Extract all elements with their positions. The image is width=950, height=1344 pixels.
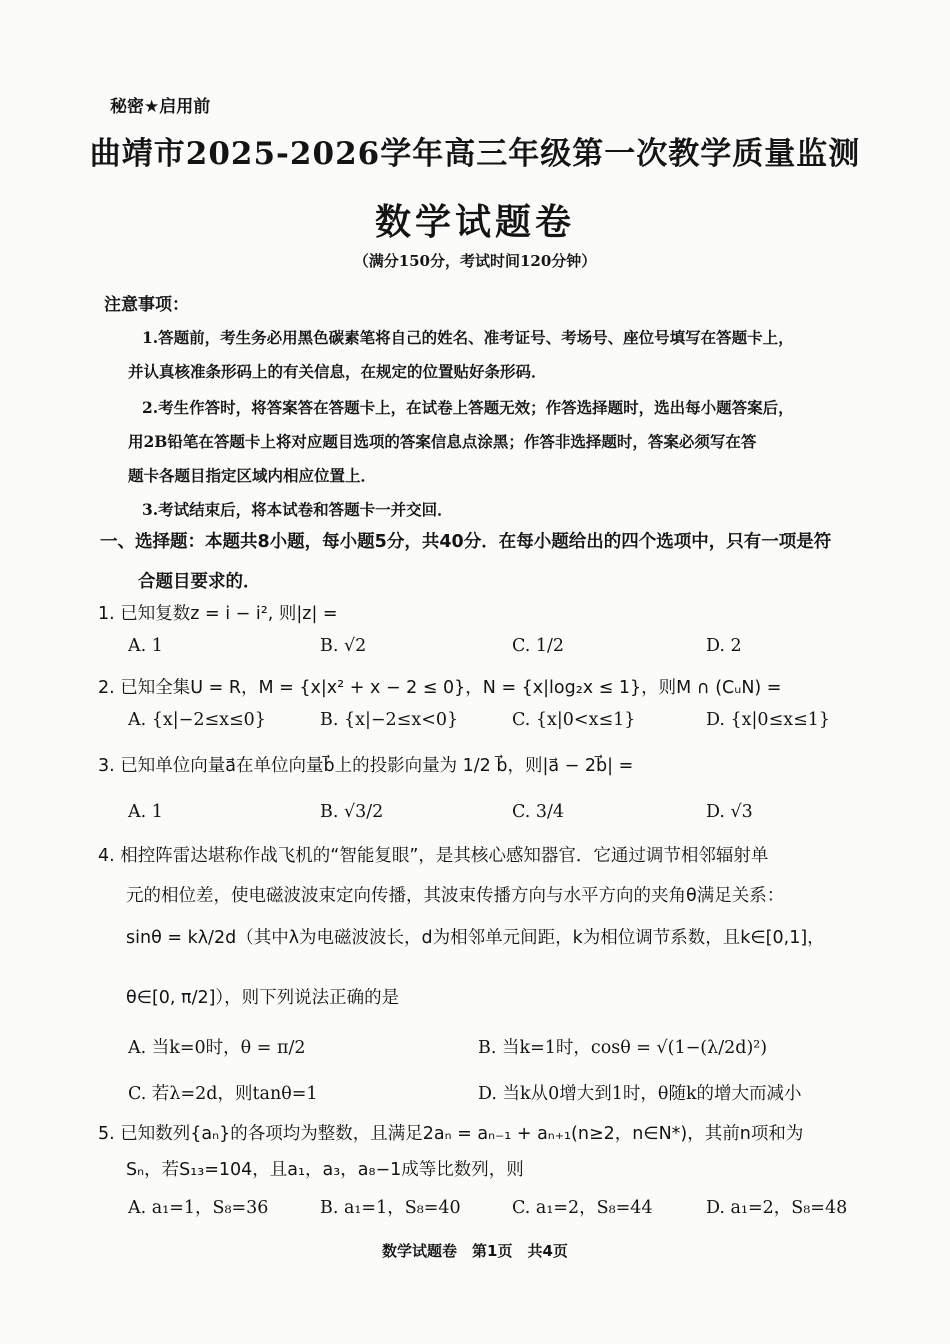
notice-line: 题卡各题目指定区域内相应位置上．	[128, 466, 377, 485]
question-4-option-a: A. 当k=0时，θ = π/2	[128, 1038, 306, 1058]
question-3-option-d: D. √3	[706, 802, 753, 822]
question-3-option-b: B. √3/2	[320, 802, 384, 822]
question-3-option-c: C. 3/4	[512, 802, 565, 822]
question-4-stem-line: θ∈[0, π/2]），则下列说法正确的是	[126, 988, 400, 1008]
exam-info: （满分150分，考试时间120分钟）	[353, 252, 597, 270]
notice-line: 并认真核准条形码上的有关信息，在规定的位置贴好条形码．	[128, 362, 547, 381]
paper-title: 数学试题卷	[374, 201, 575, 243]
question-4-option-c: C. 若λ=2d，则tanθ=1	[128, 1084, 318, 1104]
question-1-option-c: C. 1/2	[512, 636, 565, 656]
question-4-stem-line: 元的相位差，使电磁波波束定向传播，其波束传播方向与水平方向的夹角θ满足关系：	[126, 886, 785, 906]
section-heading: 一、选择题：本题共8小题，每小题5分，共40分．在每小题给出的四个选项中，只有一项是符	[100, 532, 832, 552]
section-heading-cont: 合题目要求的．	[138, 572, 261, 592]
question-5-option-d: D. a₁=2，S₈=48	[706, 1198, 848, 1218]
notice-line: 2.考生作答时，将答案答在答题卡上，在试卷上答题无效；作答选择题时，选出每小题答案后，	[142, 398, 794, 417]
question-5-option-a: A. a₁=1，S₈=36	[128, 1198, 269, 1218]
question-1-option-a: A. 1	[128, 636, 163, 656]
question-1-option-d: D. 2	[706, 636, 742, 656]
question-2-stem: 2. 已知全集U = R，M = {x|x² + x − 2 ≤ 0}，N = {x|log₂x ≤ 1}，则M ∩ (CᵤN) =	[98, 678, 782, 698]
confidential-label: 秘密★启用前	[110, 97, 211, 117]
question-3-option-a: A. 1	[128, 802, 163, 822]
page-footer: 数学试题卷 第1页 共4页	[382, 1242, 568, 1260]
question-4-stem-line: 4. 相控阵雷达堪称作战飞机的“智能复眼”，是其核心感知器官．它通过调节相邻辐射单	[98, 846, 769, 866]
question-5-stem-line: 5. 已知数列{aₙ}的各项均为整数，且满足2aₙ = aₙ₋₁ + aₙ₊₁(n≥2，n∈N*)，其前n项和为	[98, 1124, 804, 1144]
question-3-stem: 3. 已知单位向量a⃗在单位向量b⃗上的投影向量为 1/2 b⃗，则|a⃗ − 2b⃗| =	[98, 756, 634, 776]
question-4-option-d: D. 当k从0增大到1时，θ随k的增大而减小	[478, 1084, 802, 1104]
question-2-option-d: D. {x|0≤x≤1}	[706, 710, 831, 730]
notice-line: 3.考试结束后，将本试卷和答题卡一并交回．	[142, 500, 453, 519]
notice-heading: 注意事项：	[104, 295, 189, 315]
question-5-stem-line: Sₙ，若S₁₃=104，且a₁，a₃，a₈−1成等比数列，则	[126, 1160, 524, 1180]
question-2-option-b: B. {x|−2≤x<0}	[320, 710, 459, 730]
notice-line: 1.答题前，考生务必用黑色碳素笔将自己的姓名、准考证号、考场号、座位号填写在答题卡上，	[142, 328, 794, 347]
question-2-option-a: A. {x|−2≤x≤0}	[128, 710, 266, 730]
question-5-option-c: C. a₁=2，S₈=44	[512, 1198, 653, 1218]
notice-line: 用2B铅笔在答题卡上将对应题目选项的答案信息点涂黑；作答非选择题时，答案必须写在答	[128, 432, 757, 451]
question-2-option-c: C. {x|0<x≤1}	[512, 710, 636, 730]
exam-title: 曲靖市2025-2026学年高三年级第一次教学质量监测	[89, 136, 861, 172]
question-4-option-b: B. 当k=1时，cosθ = √(1−(λ/2d)²)	[478, 1038, 768, 1058]
question-5-option-b: B. a₁=1，S₈=40	[320, 1198, 461, 1218]
question-1-stem: 1. 已知复数z = i − i², 则|z| =	[98, 604, 338, 624]
question-1-option-b: B. √2	[320, 636, 367, 656]
question-4-stem-line: sinθ = kλ/2d（其中λ为电磁波波长，d为相邻单元间距，k为相位调节系数，且k∈[0,1]，	[126, 928, 825, 948]
